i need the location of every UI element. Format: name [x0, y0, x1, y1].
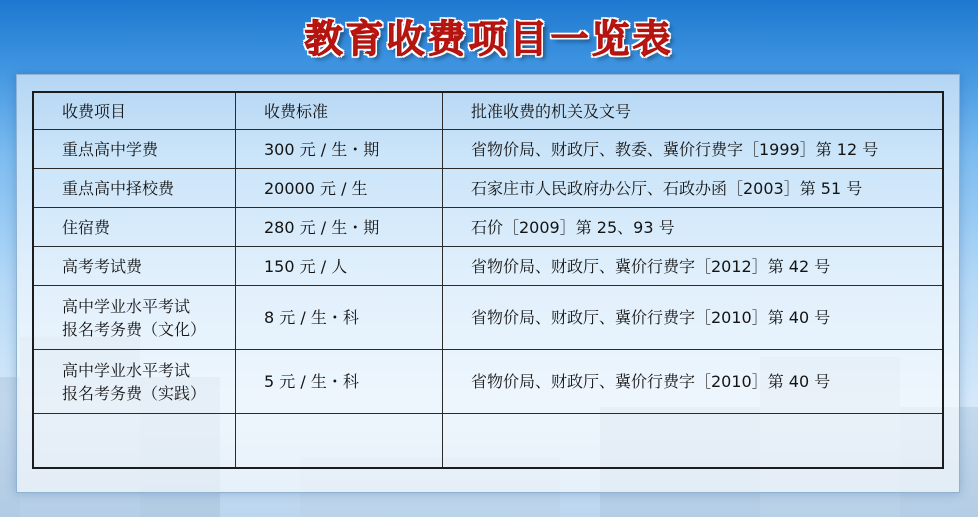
cell-standard: 8 元 / 生・科: [236, 286, 443, 350]
cell-standard: 150 元 / 人: [236, 247, 443, 286]
cell-standard: 300 元 / 生・期: [236, 130, 443, 169]
page-title: 教育收费项目一览表: [304, 16, 674, 61]
table-row-empty: [33, 414, 943, 469]
cell-standard: [236, 414, 443, 469]
table-row: [33, 130, 943, 169]
header-standard: 收费标准: [236, 92, 443, 130]
cell-authority: 省物价局、财政厅、冀价行费字［2012］第 42 号: [443, 247, 944, 286]
header-authority: 批准收费的机关及文号: [443, 92, 944, 130]
cell-authority: [443, 414, 944, 469]
cell-standard: 280 元 / 生・期: [236, 208, 443, 247]
cell-authority: 省物价局、财政厅、冀价行费字［2010］第 40 号: [443, 350, 944, 414]
table-row: [33, 208, 943, 247]
table-row: [33, 286, 943, 350]
cell-authority: 石家庄市人民政府办公厅、石政办函［2003］第 51 号: [443, 169, 944, 208]
cell-item: [33, 414, 236, 469]
table-row: [33, 169, 943, 208]
fee-table: [32, 91, 944, 469]
cell-item-text: 高中学业水平考试 报名考务费（文化）: [62, 296, 207, 339]
cell-authority: 石价［2009］第 25、93 号: [443, 208, 944, 247]
cell-authority: 省物价局、财政厅、教委、冀价行费字［1999］第 12 号: [443, 130, 944, 169]
cell-standard: 20000 元 / 生: [236, 169, 443, 208]
cell-item: 高考考试费: [33, 247, 236, 286]
cell-authority: 省物价局、财政厅、冀价行费字［2010］第 40 号: [443, 286, 944, 350]
header-item: 收费项目: [33, 92, 236, 130]
cell-item: 重点高中学费: [33, 130, 236, 169]
cell-item-text: 高中学业水平考试 报名考务费（实践）: [62, 360, 207, 403]
cell-item: 重点高中择校费: [33, 169, 236, 208]
cell-item: [33, 286, 236, 350]
fee-table-panel: [16, 74, 960, 493]
cell-item: [33, 350, 236, 414]
cell-standard: 5 元 / 生・科: [236, 350, 443, 414]
cell-item: 住宿费: [33, 208, 236, 247]
table-header-row: [33, 92, 943, 130]
table-row: [33, 247, 943, 286]
table-row: [33, 350, 943, 414]
